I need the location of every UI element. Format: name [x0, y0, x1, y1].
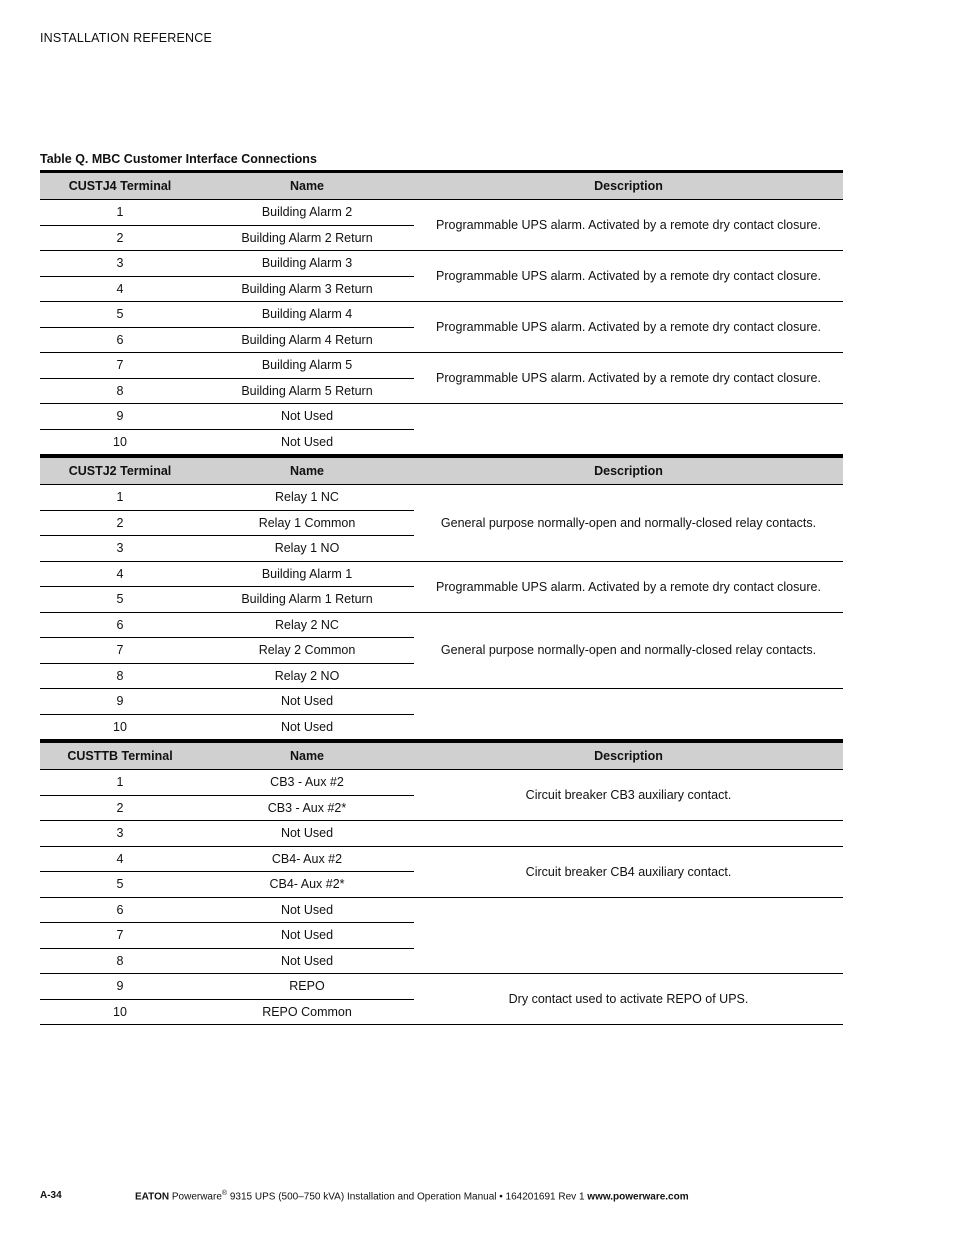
name-cell: Building Alarm 2 Return	[200, 225, 414, 251]
name-column-header: Name	[200, 742, 414, 770]
terminal-cell: 5	[40, 872, 200, 898]
description-cell: Circuit breaker CB3 auxiliary contact.	[414, 770, 843, 821]
terminal-cell: 2	[40, 510, 200, 536]
connections-table-section	[40, 740, 843, 1025]
table-row	[40, 612, 843, 638]
name-cell: Not Used	[200, 923, 414, 949]
name-cell: Building Alarm 2	[200, 200, 414, 226]
table-title: Table Q. MBC Customer Interface Connections	[40, 152, 317, 166]
connections-table-section	[40, 170, 843, 455]
description-cell: Programmable UPS alarm. Activated by a remote dry contact closure.	[414, 251, 843, 302]
description-column-header: Description	[414, 457, 843, 485]
description-cell: Dry contact used to activate REPO of UPS.	[414, 974, 843, 1025]
terminal-cell: 7	[40, 638, 200, 664]
terminal-cell: 3	[40, 251, 200, 277]
name-cell: CB4- Aux #2*	[200, 872, 414, 898]
footer-info	[135, 1190, 689, 1202]
terminal-cell: 8	[40, 663, 200, 689]
table-header-row	[40, 457, 843, 485]
table-row	[40, 897, 843, 923]
name-cell: Not Used	[200, 404, 414, 430]
name-column-header: Name	[200, 172, 414, 200]
name-cell: Relay 1 NC	[200, 485, 414, 511]
connections-tables	[40, 170, 843, 1025]
description-cell: Circuit breaker CB4 auxiliary contact.	[414, 846, 843, 897]
terminal-cell: 6	[40, 612, 200, 638]
description-cell	[414, 689, 843, 740]
name-column-header: Name	[200, 457, 414, 485]
name-cell: CB3 - Aux #2	[200, 770, 414, 796]
name-cell: Not Used	[200, 689, 414, 715]
name-cell: CB3 - Aux #2*	[200, 795, 414, 821]
terminal-column-header: CUSTTB Terminal	[40, 742, 200, 770]
name-cell: Not Used	[200, 714, 414, 740]
description-cell	[414, 404, 843, 455]
description-column-header: Description	[414, 742, 843, 770]
table-row	[40, 974, 843, 1000]
terminal-cell: 10	[40, 714, 200, 740]
terminal-cell: 1	[40, 485, 200, 511]
name-cell: Building Alarm 1 Return	[200, 587, 414, 613]
terminal-cell: 4	[40, 846, 200, 872]
page-number: A-34	[40, 1190, 62, 1201]
table-row	[40, 200, 843, 226]
table-row	[40, 770, 843, 796]
name-cell: Relay 2 Common	[200, 638, 414, 664]
name-cell: CB4- Aux #2	[200, 846, 414, 872]
description-cell: Programmable UPS alarm. Activated by a remote dry contact closure.	[414, 561, 843, 612]
terminal-cell: 8	[40, 378, 200, 404]
terminal-cell: 4	[40, 276, 200, 302]
footer-title: 9315 UPS (500–750 kVA) Installation and Operation Manual • 164201691 Rev 1	[227, 1191, 588, 1203]
description-cell: Programmable UPS alarm. Activated by a remote dry contact closure.	[414, 353, 843, 404]
terminal-cell: 1	[40, 200, 200, 226]
name-cell: Relay 1 Common	[200, 510, 414, 536]
table-row	[40, 846, 843, 872]
description-cell: General purpose normally-open and normally-closed relay contacts.	[414, 612, 843, 689]
description-cell	[414, 897, 843, 974]
name-cell: Not Used	[200, 821, 414, 847]
terminal-cell: 9	[40, 689, 200, 715]
table-header-row	[40, 742, 843, 770]
table-row	[40, 689, 843, 715]
terminal-cell: 10	[40, 429, 200, 455]
running-head: INSTALLATION REFERENCE	[40, 31, 213, 45]
description-cell: Programmable UPS alarm. Activated by a remote dry contact closure.	[414, 302, 843, 353]
terminal-column-header: CUSTJ2 Terminal	[40, 457, 200, 485]
name-cell: Not Used	[200, 429, 414, 455]
terminal-cell: 7	[40, 353, 200, 379]
terminal-cell: 5	[40, 302, 200, 328]
terminal-cell: 2	[40, 225, 200, 251]
name-cell: REPO	[200, 974, 414, 1000]
terminal-cell: 9	[40, 974, 200, 1000]
terminal-column-header: CUSTJ4 Terminal	[40, 172, 200, 200]
terminal-cell: 10	[40, 999, 200, 1025]
terminal-cell: 9	[40, 404, 200, 430]
terminal-cell: 3	[40, 821, 200, 847]
name-cell: Relay 2 NC	[200, 612, 414, 638]
name-cell: Not Used	[200, 948, 414, 974]
terminal-cell: 2	[40, 795, 200, 821]
name-cell: Building Alarm 1	[200, 561, 414, 587]
table-row	[40, 404, 843, 430]
terminal-cell: 5	[40, 587, 200, 613]
footer-website: www.powerware.com	[587, 1191, 689, 1203]
table-row	[40, 485, 843, 511]
connections-table-section	[40, 455, 843, 740]
name-cell: Not Used	[200, 897, 414, 923]
terminal-cell: 4	[40, 561, 200, 587]
name-cell: REPO Common	[200, 999, 414, 1025]
name-cell: Relay 2 NO	[200, 663, 414, 689]
terminal-cell: 3	[40, 536, 200, 562]
terminal-cell: 8	[40, 948, 200, 974]
table-row	[40, 561, 843, 587]
name-cell: Building Alarm 3 Return	[200, 276, 414, 302]
table-row	[40, 821, 843, 847]
description-cell: Programmable UPS alarm. Activated by a remote dry contact closure.	[414, 200, 843, 251]
name-cell: Building Alarm 4	[200, 302, 414, 328]
table-row	[40, 302, 843, 328]
terminal-cell: 6	[40, 327, 200, 353]
terminal-cell: 7	[40, 923, 200, 949]
table-row	[40, 251, 843, 277]
description-cell	[414, 821, 843, 847]
registered-mark: ®	[221, 1190, 228, 1197]
description-cell: General purpose normally-open and normally-closed relay contacts.	[414, 485, 843, 562]
name-cell: Building Alarm 5 Return	[200, 378, 414, 404]
footer-brand: EATON	[135, 1191, 170, 1203]
footer-product: Powerware	[171, 1191, 222, 1203]
name-cell: Building Alarm 3	[200, 251, 414, 277]
table-row	[40, 353, 843, 379]
description-column-header: Description	[414, 172, 843, 200]
name-cell: Relay 1 NO	[200, 536, 414, 562]
name-cell: Building Alarm 4 Return	[200, 327, 414, 353]
name-cell: Building Alarm 5	[200, 353, 414, 379]
terminal-cell: 1	[40, 770, 200, 796]
table-header-row	[40, 172, 843, 200]
terminal-cell: 6	[40, 897, 200, 923]
